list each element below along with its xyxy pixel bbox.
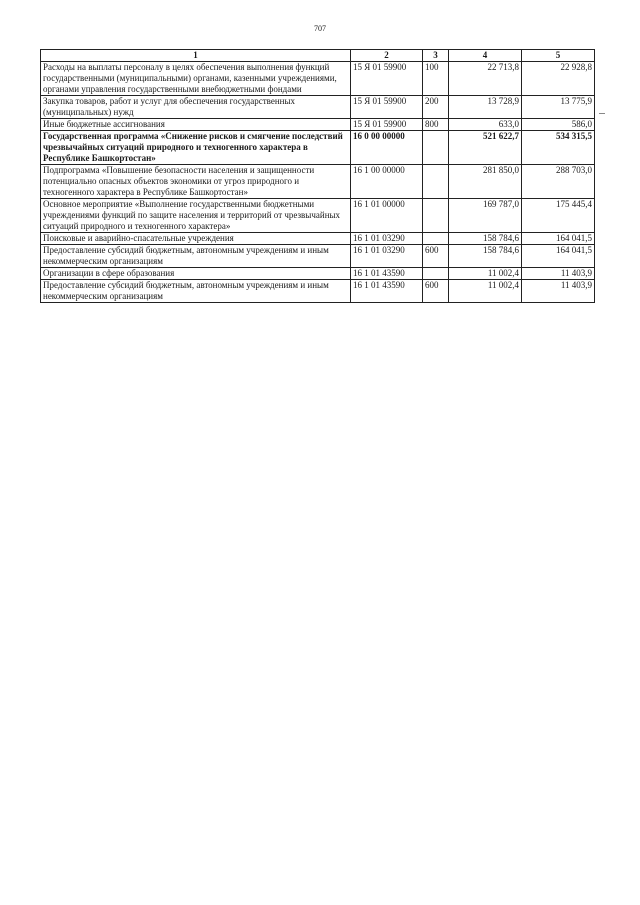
- table-row: [41, 245, 595, 268]
- row-value-2: 11 403,9: [522, 268, 595, 280]
- header-col-2: 2: [351, 50, 423, 62]
- row-value-2: 586,0: [522, 119, 595, 131]
- row-value-2: 288 703,0: [522, 165, 595, 199]
- table-body: [41, 62, 595, 303]
- row-value-1: 158 784,6: [449, 245, 522, 268]
- scan-mark: [599, 113, 605, 114]
- row-code: 16 1 01 03290: [351, 233, 423, 245]
- row-code: 16 1 01 00000: [351, 199, 423, 233]
- row-code: 15 Я 01 59900: [351, 119, 423, 131]
- row-value-1: 22 713,8: [449, 62, 522, 96]
- row-name: Поисковые и аварийно-спасательные учреждения: [41, 233, 351, 245]
- row-name: Предоставление субсидий бюджетным, автономным учреждениям и иным некоммерческим организациям: [41, 245, 351, 268]
- row-name: Государственная программа «Снижение рисков и смягчение последствий чрезвычайных ситуаций природного и техногенного характера в Республике Башкортостан»: [41, 131, 351, 165]
- row-value-1: 11 002,4: [449, 280, 522, 303]
- row-value-1: 633,0: [449, 119, 522, 131]
- row-name: Подпрограмма «Повышение безопасности населения и защищенности потенциально опасных объектов экономики от угроз природного и техногенного характера в Республике Башкортостан»: [41, 165, 351, 199]
- table-row: [41, 268, 595, 280]
- row-value-1: 158 784,6: [449, 233, 522, 245]
- row-value-1: 521 622,7: [449, 131, 522, 165]
- row-code: 15 Я 01 59900: [351, 96, 423, 119]
- row-vr: [423, 268, 449, 280]
- row-vr: 100: [423, 62, 449, 96]
- row-vr: [423, 131, 449, 165]
- header-col-5: 5: [522, 50, 595, 62]
- row-vr: 600: [423, 280, 449, 303]
- row-value-2: 534 315,5: [522, 131, 595, 165]
- header-col-1: 1: [41, 50, 351, 62]
- row-value-2: 164 041,5: [522, 245, 595, 268]
- table-row: [41, 199, 595, 233]
- row-name: Закупка товаров, работ и услуг для обеспечения государственных (муниципальных) нужд: [41, 96, 351, 119]
- row-value-2: 13 775,9: [522, 96, 595, 119]
- row-name: Расходы на выплаты персоналу в целях обеспечения выполнения функций государственными (муниципальными) органами, казенными учреждениями, органами управления государственными внебюджетными фондами: [41, 62, 351, 96]
- table-row: [41, 233, 595, 245]
- row-vr: [423, 233, 449, 245]
- table-row: [41, 96, 595, 119]
- row-code: 16 1 01 43590: [351, 280, 423, 303]
- row-name: Предоставление субсидий бюджетным, автономным учреждениям и иным некоммерческим организациям: [41, 280, 351, 303]
- row-name: Основное мероприятие «Выполнение государственными бюджетными учреждениями функций по защите населения и территорий от чрезвычайных ситуаций природного и техногенного характера»: [41, 199, 351, 233]
- row-value-2: 22 928,8: [522, 62, 595, 96]
- header-row: [41, 50, 595, 62]
- row-name: Организации в сфере образования: [41, 268, 351, 280]
- row-code: 16 1 00 00000: [351, 165, 423, 199]
- row-code: 16 1 01 03290: [351, 245, 423, 268]
- row-value-1: 169 787,0: [449, 199, 522, 233]
- table-row: [41, 62, 595, 96]
- row-vr: 600: [423, 245, 449, 268]
- row-value-1: 11 002,4: [449, 268, 522, 280]
- row-code: 15 Я 01 59900: [351, 62, 423, 96]
- row-code: 16 0 00 00000: [351, 131, 423, 165]
- row-value-2: 164 041,5: [522, 233, 595, 245]
- header-col-3: 3: [423, 50, 449, 62]
- table-row: [41, 280, 595, 303]
- row-vr: 800: [423, 119, 449, 131]
- row-name: Иные бюджетные ассигнования: [41, 119, 351, 131]
- header-col-4: 4: [449, 50, 522, 62]
- row-vr: [423, 165, 449, 199]
- budget-table: [40, 49, 595, 303]
- row-value-2: 11 403,9: [522, 280, 595, 303]
- row-value-1: 281 850,0: [449, 165, 522, 199]
- table-header: [41, 50, 595, 62]
- table-row: [41, 119, 595, 131]
- row-value-2: 175 445,4: [522, 199, 595, 233]
- table-row: [41, 165, 595, 199]
- page-number: 707: [314, 24, 326, 33]
- row-value-1: 13 728,9: [449, 96, 522, 119]
- row-vr: [423, 199, 449, 233]
- row-vr: 200: [423, 96, 449, 119]
- table-row: [41, 131, 595, 165]
- row-code: 16 1 01 43590: [351, 268, 423, 280]
